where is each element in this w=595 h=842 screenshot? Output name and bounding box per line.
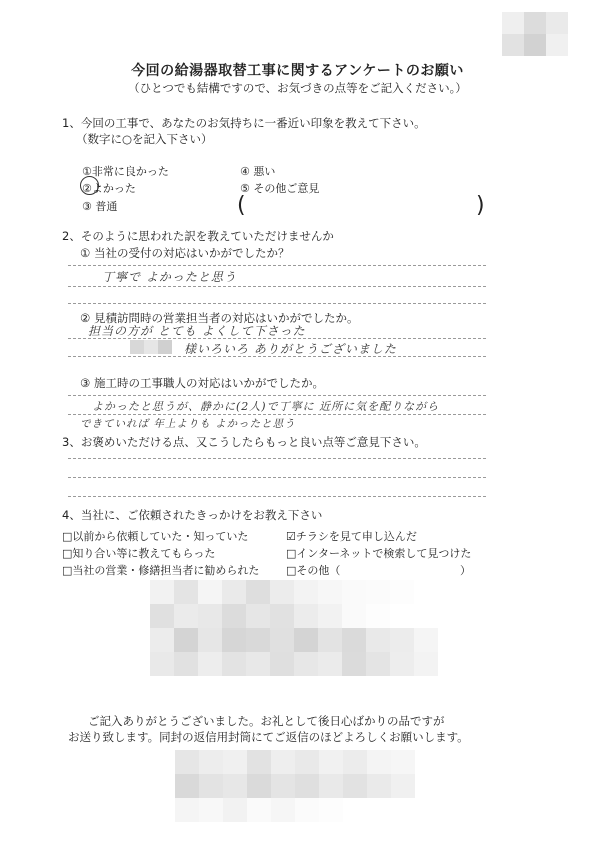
page-title: 今回の給湯器取替工事に関するアンケートのお願い xyxy=(131,63,464,79)
q1-option-3[interactable]: ③ 普通 xyxy=(82,200,118,213)
question-2-sub-1: ① 当社の受付の対応はいかがでしたか？ xyxy=(80,246,290,260)
answer-line xyxy=(68,395,486,396)
question-2-sub-2: ② 見積訪問時の営業担当者の対応はいかがでしたか。 xyxy=(80,311,359,325)
q4-option-other[interactable]: □その他（ xyxy=(286,564,341,577)
q2-answer-2a[interactable]: 担当の方が とても よくして下さった xyxy=(88,324,306,338)
q1-option-1[interactable]: ①非常に良かった xyxy=(82,165,169,178)
answer-line xyxy=(68,496,486,497)
redacted-address-mosaic xyxy=(175,750,415,822)
q1-option-2[interactable]: ②よかった xyxy=(82,182,136,195)
q1-close-paren: ) xyxy=(476,193,485,218)
answer-line xyxy=(68,356,486,357)
q4-option-previous[interactable]: □以前から依頼していた・知っていた xyxy=(62,530,249,543)
q2-answer-3b[interactable]: できていれば 年上よりも よかったと思う xyxy=(80,418,296,430)
q2-answer-3a[interactable]: よかったと思うが、静かに(2人)で丁寧に 近所に気を配りながら xyxy=(92,400,440,413)
redacted-name-mosaic xyxy=(130,340,172,354)
question-1: 1、今回の工事で、あなたのお気持ちに一番近い印象を教えて下さい。 xyxy=(62,116,426,130)
q2-answer-1[interactable]: 丁寧で よかったと思う xyxy=(102,270,237,284)
answer-line xyxy=(68,338,486,339)
answer-line xyxy=(68,265,486,266)
q4-option-referral[interactable]: □知り合い等に教えてもらった xyxy=(62,547,216,560)
answer-line xyxy=(68,458,486,459)
page-subtitle: （ひとつでも結構ですので、お気づきの点等をご記入ください。） xyxy=(128,81,467,95)
answer-line xyxy=(68,303,486,304)
closing-line-1: ご記入ありがとうございました。お礼として後日心ばかりの品ですが xyxy=(88,714,445,728)
answer-line xyxy=(68,414,486,415)
closing-line-2: お送り致します。同封の返信用封筒にてご返信のほどよろしくお願いします。 xyxy=(68,730,469,744)
answer-line xyxy=(68,477,486,478)
question-2-sub-3: ③ 施工時の工事職人の対応はいかがでしたか。 xyxy=(80,376,324,390)
redacted-mosaic-block xyxy=(150,580,438,676)
question-4: 4、当社に、ご依頼されたきっかけをお教え下さい xyxy=(62,508,323,522)
q4-option-flyer-checked[interactable]: ☑チラシを見て申し込んだ xyxy=(286,530,417,543)
question-1-note: （数字に○を記入下さい） xyxy=(76,132,213,146)
redacted-corner-mosaic xyxy=(502,12,568,56)
q2-answer-2b[interactable]: 様いろいろ ありがとうございました xyxy=(184,342,397,356)
selected-circle-mark xyxy=(80,176,99,195)
question-3: 3、お褒めいただける点、又こうしたらもっと良い点等ご意見下さい。 xyxy=(62,435,426,449)
q4-option-internet[interactable]: □インターネットで検索して見つけた xyxy=(286,547,472,560)
q4-other-close-paren: ） xyxy=(460,564,471,577)
answer-line xyxy=(68,286,486,287)
q1-option-5[interactable]: ⑤ その他ご意見 xyxy=(240,182,320,195)
q1-open-paren: ( xyxy=(237,193,246,218)
q1-option-4[interactable]: ④ 悪い xyxy=(240,165,276,178)
question-2: 2、そのように思われた訳を教えていただけませんか xyxy=(62,229,334,243)
q4-option-sales-recommend[interactable]: □当社の営業・修繕担当者に勧められた xyxy=(62,564,260,577)
